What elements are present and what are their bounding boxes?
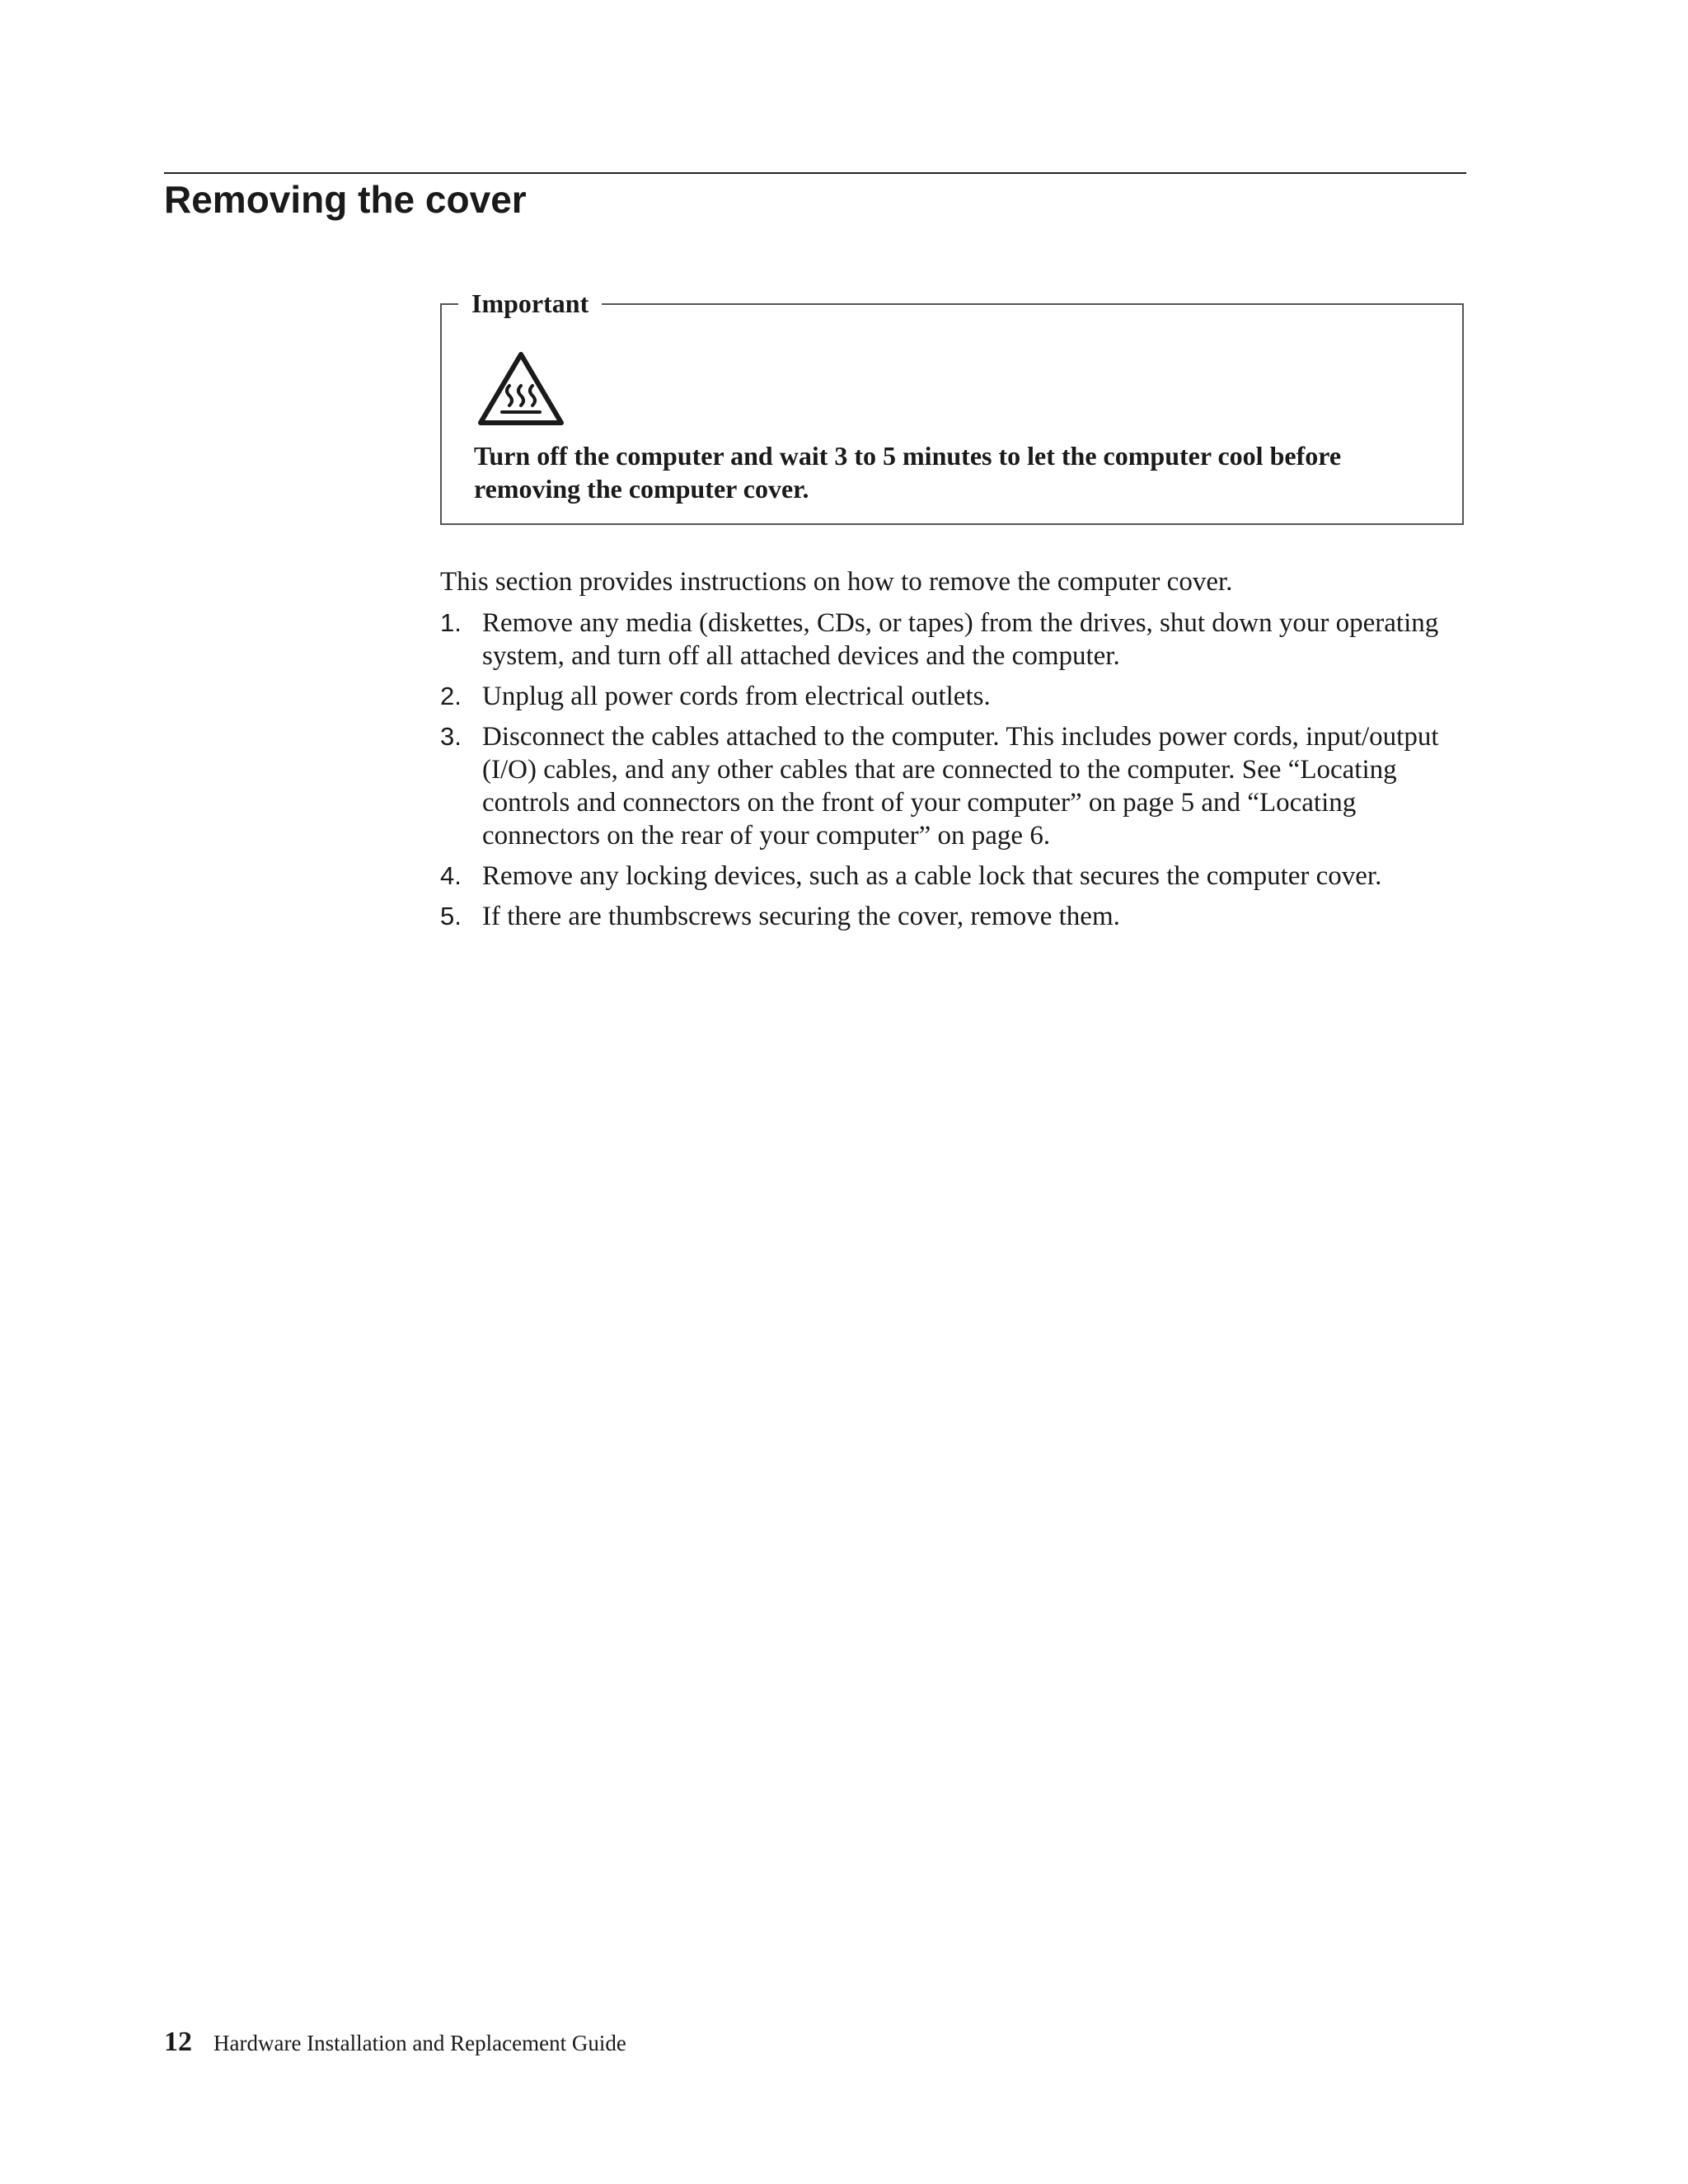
step-number: 2. <box>440 682 462 710</box>
important-notice <box>440 288 1464 525</box>
hot-surface-warning-icon <box>476 349 565 429</box>
step-number: 5. <box>440 902 462 930</box>
page-footer <box>164 2024 626 2061</box>
step-text: Unplug all power cords from electrical outlets. <box>482 682 991 711</box>
intro-paragraph: This section provides instructions on how to remove the computer cover. <box>440 567 1233 597</box>
step-text: Remove any media (diskettes, CDs, or tapes) from the drives, shut down your operating system, and turn off all attached devices and the computer. <box>482 608 1439 671</box>
section-divider <box>164 172 1466 174</box>
instruction-steps <box>440 607 1470 940</box>
page-number: 12 <box>164 2027 192 2057</box>
document-title: Hardware Installation and Replacement Guide <box>213 2031 626 2055</box>
list-item <box>440 607 1470 673</box>
list-item <box>440 860 1470 893</box>
list-item <box>440 900 1470 933</box>
step-number: 1. <box>440 608 462 637</box>
list-item <box>440 720 1470 852</box>
section-title: Removing the cover <box>164 178 527 221</box>
notice-label: Important <box>458 285 602 321</box>
step-text: Remove any locking devices, such as a cable lock that secures the computer cover. <box>482 861 1382 891</box>
step-text: If there are thumbscrews securing the cover, remove them. <box>482 902 1120 931</box>
step-number: 3. <box>440 722 462 751</box>
notice-text: Turn off the computer and wait 3 to 5 minutes to let the computer cool before removing the computer cover. <box>474 441 1342 504</box>
list-item <box>440 680 1470 713</box>
step-number: 4. <box>440 861 462 890</box>
step-text: Disconnect the cables attached to the computer. This includes power cords, input/output (I/O) cables, and any other cables that are connected to the computer. See “Locating controls and connectors on the front of your computer” on page 5 and “Locating connectors on the rear of your computer” on page 6. <box>482 722 1439 851</box>
